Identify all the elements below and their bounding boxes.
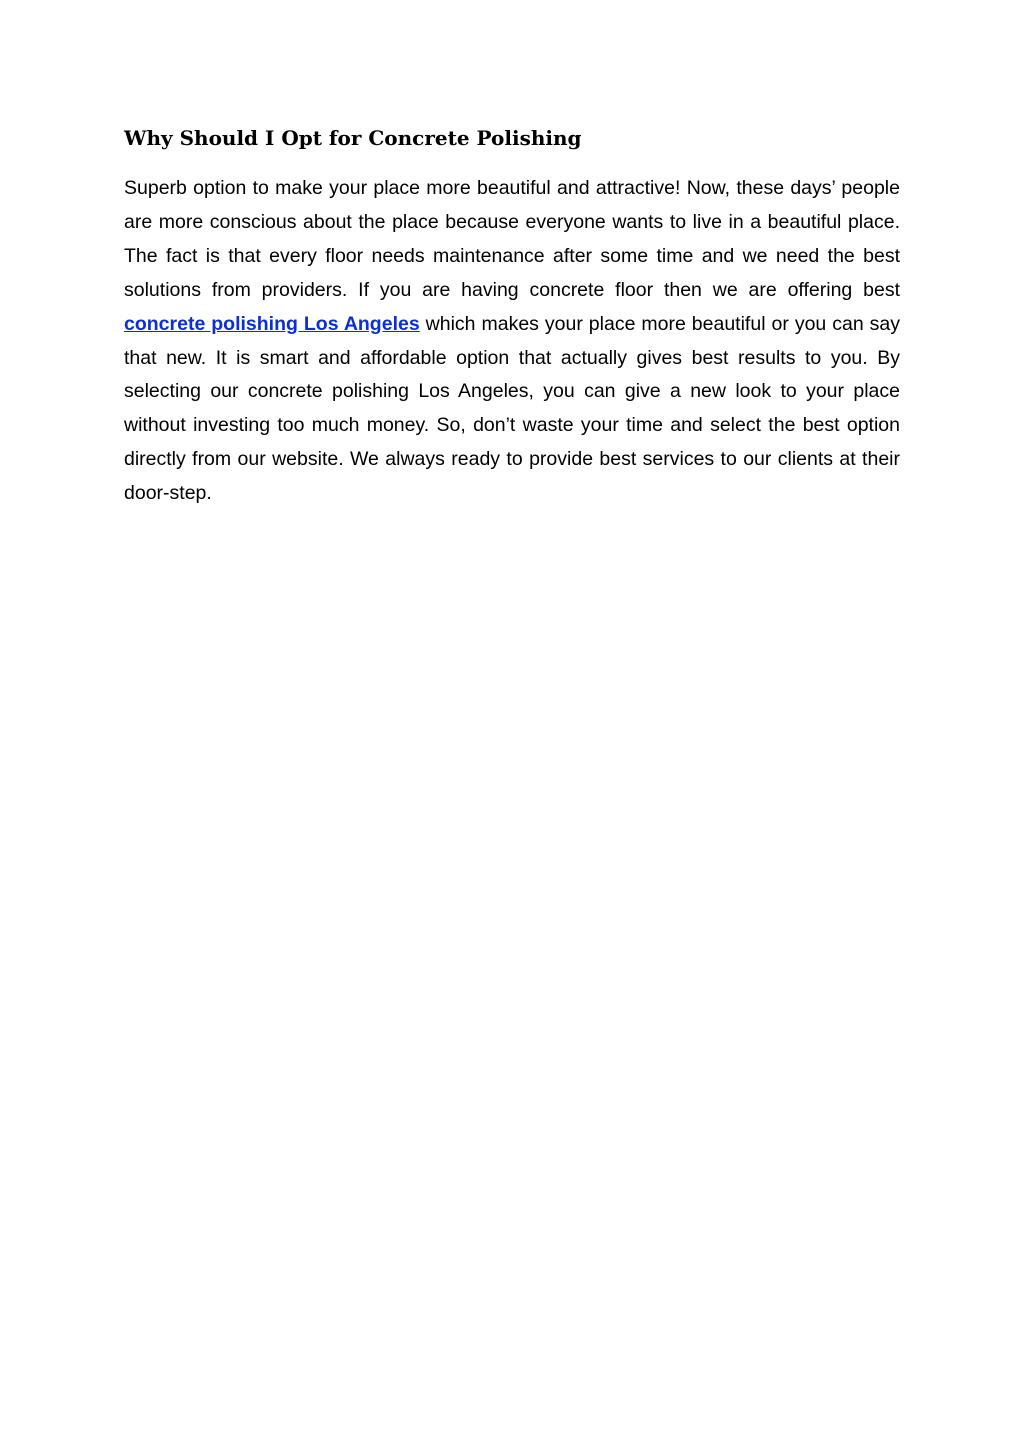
paragraph-text-before-link: Superb option to make your place more beautiful and attractive! Now, these days’ people are more conscious about the place because everyone wants to live in a beautiful place. The fact is that every floor needs maintenance after some time and we need the best solutions from providers. If you are having concrete floor then we are offering best: [124, 177, 900, 301]
document-title: Why Should I Opt for Concrete Polishing: [124, 126, 582, 150]
body-paragraph: [124, 172, 900, 511]
concrete-polishing-link[interactable]: concrete polishing Los Angeles: [124, 312, 420, 335]
paragraph-text-after-link: which makes your place more beautiful or you can say that new. It is smart and affordable option that actually gives best results to you. By selecting our concrete polishing Los Angeles, you can give a new look to your place without investing too much money. So, don’t waste your time and select the best option directly from our website. We always ready to provide best services to our clients at their door-step.: [124, 312, 900, 505]
